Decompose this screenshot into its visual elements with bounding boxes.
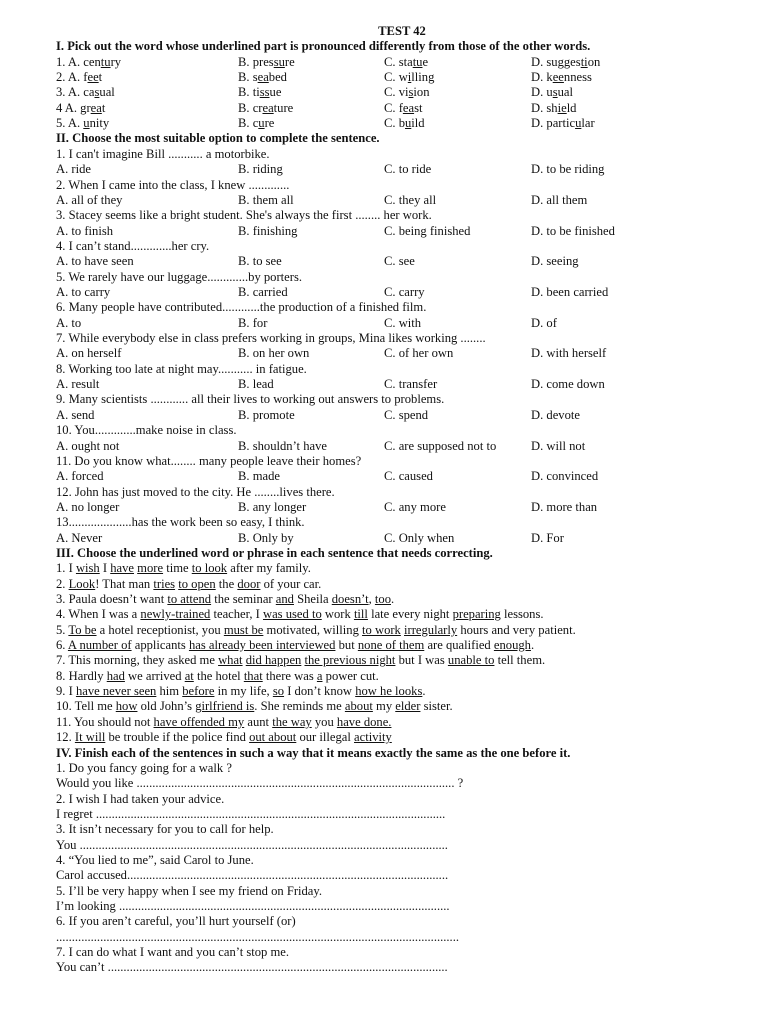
error-sentence-line	[56, 638, 748, 653]
answer-option: B. for	[238, 315, 268, 330]
question-text: 4. I can’t stand.............her cry.	[56, 238, 210, 253]
answer-option: C. Only when	[384, 530, 455, 545]
underlined-phrase[interactable]: doesn’t	[331, 592, 369, 606]
error-sentence-line	[56, 561, 748, 576]
answer-option: D. convinced	[531, 469, 599, 484]
answer-option: C. are supposed not to	[384, 438, 497, 453]
phonetics-option: 4 A. great	[56, 100, 106, 115]
rewrite-prompt-line	[56, 792, 748, 807]
rewrite-answer-blank: I regret ...............................................................................................................	[56, 806, 446, 821]
phonetics-row	[56, 101, 748, 116]
underlined-phrase[interactable]: have offended my	[153, 714, 245, 729]
answer-option: D. more than	[531, 499, 598, 514]
question-line	[56, 515, 748, 530]
answer-option: C. any more	[384, 499, 446, 514]
underlined-sound: s	[552, 85, 558, 100]
underlined-sound: ea	[257, 70, 269, 84]
rewrite-prompt-line	[56, 822, 748, 837]
answer-option: C. carry	[384, 284, 425, 299]
underlined-phrase[interactable]: to open	[178, 576, 216, 591]
error-sentence-line	[56, 730, 748, 745]
question-line	[56, 485, 748, 500]
underlined-phrase[interactable]: till	[353, 607, 368, 622]
question-line	[56, 331, 748, 346]
phonetics-option: 3. A. casual	[56, 85, 115, 100]
error-sentence: 2. Look! That man tries to open the door of your car.	[56, 576, 322, 591]
phonetics-option: 1. A. century	[56, 54, 122, 69]
underlined-phrase[interactable]: Look	[68, 576, 96, 591]
answer-option: A. to have seen	[56, 254, 134, 269]
answer-option: B. carried	[238, 284, 288, 299]
underlined-phrase[interactable]: It will	[74, 730, 106, 745]
phonetics-option: C. statue	[384, 54, 429, 69]
underlined-phrase[interactable]: was used to	[262, 607, 322, 622]
answer-option: D. will not	[531, 438, 586, 453]
underlined-phrase[interactable]: have done.	[336, 714, 392, 729]
underlined-phrase[interactable]: has already been interviewed	[188, 638, 336, 652]
phonetics-option: 2. A. feet	[56, 70, 103, 84]
underlined-sound: ea	[90, 100, 102, 115]
answer-option: D. been carried	[531, 284, 609, 299]
phonetics-option: D. keenness	[531, 70, 592, 84]
question-text: 10. You.............make noise in class.	[56, 423, 237, 438]
answer-option: C. they all	[384, 192, 437, 207]
rewrite-prompt-line	[56, 945, 748, 960]
phonetics-option: B. tissue	[238, 85, 282, 100]
underlined-sound: tu	[100, 54, 111, 69]
answer-option: D. to be riding	[531, 162, 605, 177]
rewrite-answer-line	[56, 930, 748, 945]
underlined-phrase[interactable]: before	[182, 684, 215, 699]
answer-option: D. with herself	[531, 346, 607, 361]
answer-option: B. finishing	[238, 223, 298, 238]
underlined-sound: ea	[262, 100, 274, 115]
underlined-sound: s	[408, 85, 414, 100]
underlined-sound: su	[273, 54, 285, 69]
underlined-phrase[interactable]: a	[316, 668, 323, 683]
underlined-phrase[interactable]: did happen	[245, 653, 302, 668]
answer-option: C. of her own	[384, 346, 454, 361]
page-title: TEST 42	[378, 24, 426, 38]
underlined-phrase[interactable]: and	[275, 592, 294, 606]
rewrite-prompt: 6. If you aren’t careful, you’ll hurt yourself (or)	[56, 914, 296, 929]
phonetics-option: B. cure	[238, 116, 275, 131]
question-line	[56, 300, 748, 315]
answer-option: C. to ride	[384, 162, 432, 177]
options-line	[56, 285, 748, 300]
error-sentence: 12. It will be trouble if the police find out about our illegal activity	[56, 730, 392, 745]
underlined-phrase[interactable]: the way	[272, 714, 312, 729]
underlined-sound: ss	[259, 85, 270, 100]
phonetics-option: D. suggestion	[531, 54, 601, 69]
title-line	[56, 24, 748, 39]
underlined-phrase[interactable]: at	[184, 668, 194, 683]
options-line	[56, 469, 748, 484]
rewrite-prompt: 3. It isn’t necessary for you to call for help.	[56, 822, 274, 837]
answer-option: B. lead	[238, 377, 274, 392]
underlined-phrase[interactable]: preparing	[452, 607, 501, 622]
answer-option: A. ride	[56, 162, 91, 177]
question-line	[56, 270, 748, 285]
question-text: 2. When I came into the class, I knew .............	[56, 177, 290, 192]
answer-option: A. to	[56, 315, 82, 330]
underlined-sound: ee	[87, 70, 99, 84]
rewrite-answer-blank: Carol accused......................................................................................................	[56, 868, 449, 883]
underlined-phrase[interactable]: the previous night	[304, 653, 396, 668]
answer-option: C. with	[384, 315, 422, 330]
error-sentence-line	[56, 623, 748, 638]
options-line	[56, 346, 748, 361]
underlined-phrase[interactable]: more	[137, 561, 164, 576]
phonetics-option: B. creature	[238, 100, 294, 115]
options-line	[56, 254, 748, 269]
answer-option: A. forced	[56, 469, 104, 484]
underlined-phrase[interactable]: had	[106, 668, 125, 683]
underlined-sound: ie	[557, 100, 567, 115]
underlined-sound: i	[407, 70, 412, 84]
underlined-phrase[interactable]: irregularly	[404, 622, 458, 637]
underlined-phrase[interactable]: activity	[354, 730, 392, 745]
question-text: 6. Many people have contributed............the production of a finished film.	[56, 300, 427, 315]
answer-option: B. to see	[238, 254, 282, 269]
rewrite-answer-blank: Would you like ..................................................................................................... ?	[56, 776, 464, 791]
answer-option: A. result	[56, 377, 100, 392]
answer-option: D. come down	[531, 377, 605, 392]
underlined-phrase[interactable]: about	[344, 699, 373, 714]
answer-option: A. send	[56, 407, 95, 422]
options-line	[56, 316, 748, 331]
error-sentence-line	[56, 669, 748, 684]
underlined-phrase[interactable]: enough	[493, 638, 531, 652]
underlined-phrase[interactable]: have	[110, 561, 135, 576]
options-line	[56, 439, 748, 454]
answer-option: B. promote	[238, 407, 295, 422]
underlined-phrase[interactable]: girlfriend is	[195, 699, 255, 714]
error-sentence-line	[56, 699, 748, 714]
underlined-phrase[interactable]: wish	[75, 561, 100, 576]
error-sentence-line	[56, 715, 748, 730]
phonetics-row	[56, 55, 748, 70]
rewrite-prompt: 2. I wish I had taken your advice.	[56, 791, 225, 806]
answer-option: D. all them	[531, 192, 588, 207]
error-sentence-line	[56, 577, 748, 592]
underlined-sound: ea	[402, 100, 415, 115]
section-1-heading: I. Pick out the word whose underlined part is pronounced differently from those of the other words.	[56, 39, 591, 54]
phonetics-row	[56, 116, 748, 131]
error-sentence: 1. I wish I have more time to look after my family.	[56, 561, 311, 576]
phonetics-option: B. pressure	[238, 54, 295, 69]
options-line	[56, 193, 748, 208]
underlined-phrase[interactable]: elder	[395, 699, 421, 714]
underlined-phrase[interactable]: tries	[153, 576, 176, 591]
answer-option: D. For	[531, 530, 564, 545]
options-line	[56, 224, 748, 239]
answer-option: C. see	[384, 254, 415, 269]
answer-option: D. of	[531, 315, 557, 330]
answer-option: C. spend	[384, 407, 429, 422]
rewrite-prompt: 1. Do you fancy going for a walk ?	[56, 760, 232, 775]
underlined-sound: u	[258, 116, 265, 131]
error-sentence: 11. You should not have offended my aunt the way you have done.	[56, 714, 392, 729]
answer-option: A. to finish	[56, 223, 114, 238]
question-text: 13....................has the work been so easy, I think.	[56, 515, 305, 530]
underlined-phrase[interactable]: that	[243, 668, 263, 683]
underlined-sound: tu	[412, 54, 423, 69]
underlined-phrase[interactable]: must be	[223, 622, 264, 637]
answer-option: B. made	[238, 469, 280, 484]
question-line	[56, 362, 748, 377]
options-line	[56, 377, 748, 392]
answer-option: B. them all	[238, 192, 294, 207]
error-sentence: 8. Hardly had we arrived at the hotel that there was a power cut.	[56, 668, 379, 683]
underlined-phrase[interactable]: unable to	[447, 653, 495, 668]
underlined-phrase[interactable]: too	[374, 592, 391, 606]
underlined-phrase[interactable]: what	[218, 653, 243, 668]
answer-option: A. to carry	[56, 284, 111, 299]
rewrite-prompt: 5. I’ll be very happy when I see my friend on Friday.	[56, 883, 323, 898]
error-sentence-line	[56, 653, 748, 668]
phonetics-option: B. seabed	[238, 70, 287, 84]
question-text: 5. We rarely have our luggage.............by porters.	[56, 269, 303, 284]
error-sentence-line	[56, 607, 748, 622]
section-3-heading: III. Choose the underlined word or phrase in each sentence that needs correcting.	[56, 545, 493, 560]
underlined-sound: u	[83, 116, 90, 131]
phonetics-option: D. shield	[531, 100, 577, 115]
underlined-sound: ee	[552, 70, 564, 84]
underlined-phrase[interactable]: A number of	[67, 638, 132, 652]
options-line	[56, 531, 748, 546]
underlined-phrase[interactable]: to attend	[167, 592, 212, 606]
underlined-sound: ti	[580, 54, 588, 69]
underlined-phrase[interactable]: so	[272, 684, 285, 699]
error-sentence-line	[56, 592, 748, 607]
rewrite-answer-line	[56, 868, 748, 883]
question-line	[56, 239, 748, 254]
rewrite-answer-blank: ................................................................................................................................	[56, 929, 459, 944]
answer-option: D. to be finished	[531, 223, 615, 238]
answer-option: C. transfer	[384, 377, 438, 392]
answer-option: A. on herself	[56, 346, 122, 361]
underlined-sound: s	[94, 85, 100, 100]
question-text: 7. While everybody else in class prefers working in groups, Mina likes working ........	[56, 331, 486, 345]
section-3-heading-line	[56, 546, 748, 561]
underlined-phrase[interactable]: door	[237, 576, 261, 591]
section-2-heading-line	[56, 131, 748, 146]
error-sentence: 4. When I was a newly-trained teacher, I was used to work till late every night preparing lessons.	[56, 607, 544, 622]
rewrite-answer-line	[56, 899, 748, 914]
question-text: 11. Do you know what........ many people leave their homes?	[56, 453, 362, 468]
underlined-phrase[interactable]: out about	[249, 730, 297, 745]
rewrite-answer-line	[56, 776, 748, 791]
section-2-heading: II. Choose the most suitable option to complete the sentence.	[56, 131, 380, 146]
question-line	[56, 423, 748, 438]
error-sentence: 9. I have never seen him before in my life, so I don’t know how he looks.	[56, 684, 426, 699]
answer-option: C. caused	[384, 469, 433, 484]
answer-option: B. on her own	[238, 346, 310, 361]
phonetics-option: 5. A. unity	[56, 116, 110, 131]
answer-option: A. ought not	[56, 438, 120, 453]
answer-option: A. no longer	[56, 499, 120, 514]
question-line	[56, 147, 748, 162]
rewrite-prompt-line	[56, 761, 748, 776]
rewrite-answer-line	[56, 807, 748, 822]
question-line	[56, 392, 748, 407]
rewrite-prompt: 7. I can do what I want and you can’t stop me.	[56, 945, 290, 959]
phonetics-option: D. usual	[531, 85, 573, 100]
rewrite-answer-blank: You can’t ............................................................................................................	[56, 960, 448, 975]
underlined-phrase[interactable]: how	[115, 699, 138, 714]
phonetics-option: C. willing	[384, 70, 435, 84]
rewrite-prompt-line	[56, 853, 748, 868]
rewrite-prompt-line	[56, 884, 748, 899]
underlined-phrase[interactable]: to work	[362, 622, 401, 637]
answer-option: A. all of they	[56, 192, 123, 207]
answer-option: A. Never	[56, 530, 103, 545]
rewrite-answer-blank: I’m looking .........................................................................................................	[56, 899, 450, 913]
question-line	[56, 454, 748, 469]
options-line	[56, 162, 748, 177]
underlined-phrase[interactable]: have never seen	[75, 684, 157, 699]
error-sentence: 3. Paula doesn’t want to attend the seminar and Sheila doesn’t, too.	[56, 592, 395, 606]
underlined-phrase[interactable]: none of them	[357, 638, 425, 652]
options-line	[56, 500, 748, 515]
options-line	[56, 408, 748, 423]
question-text: 1. I can't imagine Bill ........... a motorbike.	[56, 146, 270, 161]
answer-option: B. Only by	[238, 530, 294, 545]
question-text: 3. Stacey seems like a bright student. She's always the first ........ her work.	[56, 208, 432, 223]
rewrite-answer-line	[56, 838, 748, 853]
answer-option: B. riding	[238, 162, 283, 177]
error-sentence: 5. To be a hotel receptionist, you must be motivated, willing to work irregularly hours and very patient.	[56, 622, 576, 637]
phonetics-row	[56, 85, 748, 100]
underlined-phrase[interactable]: how he looks	[355, 684, 423, 699]
answer-option: B. any longer	[238, 499, 307, 514]
phonetics-option: C. build	[384, 116, 425, 131]
answer-option: D. devote	[531, 407, 580, 422]
rewrite-prompt-line	[56, 914, 748, 929]
underlined-sound: u	[575, 116, 582, 131]
error-sentence-line	[56, 684, 748, 699]
question-text: 9. Many scientists ............ all their lives to working out answers to problems.	[56, 392, 445, 407]
underlined-phrase[interactable]: newly-trained	[140, 607, 211, 622]
section-4-heading-line	[56, 746, 748, 761]
answer-option: C. being finished	[384, 223, 471, 238]
rewrite-prompt: 4. “You lied to me”, said Carol to June.	[56, 852, 254, 867]
underlined-phrase[interactable]: to look	[191, 561, 228, 576]
phonetics-row	[56, 70, 748, 85]
error-sentence: 6. A number of applicants has already been interviewed but none of them are qualified enough.	[56, 638, 535, 652]
underlined-sound: u	[405, 116, 412, 131]
rewrite-answer-blank: You .....................................................................................................................	[56, 837, 448, 852]
section-4-heading: IV. Finish each of the sentences in such a way that it means exactly the same as the one before it.	[56, 745, 571, 760]
phonetics-option: D. particular	[531, 116, 595, 131]
question-text: 8. Working too late at night may........... in fatigue.	[56, 361, 307, 376]
section-1-heading-line	[56, 39, 748, 54]
phonetics-option: C. feast	[384, 100, 423, 115]
question-line	[56, 178, 748, 193]
answer-option: D. seeing	[531, 254, 579, 269]
question-text: 12. John has just moved to the city. He ........lives there.	[56, 484, 335, 499]
phonetics-option: C. vision	[384, 85, 430, 100]
question-line	[56, 208, 748, 223]
answer-option: B. shouldn’t have	[238, 438, 327, 453]
error-sentence: 7. This morning, they asked me what did happen the previous night but I was unable to tell them.	[56, 653, 546, 668]
error-sentence: 10. Tell me how old John’s girlfriend is. She reminds me about my elder sister.	[56, 699, 453, 714]
rewrite-answer-line	[56, 960, 748, 975]
underlined-phrase[interactable]: To be	[68, 622, 97, 637]
